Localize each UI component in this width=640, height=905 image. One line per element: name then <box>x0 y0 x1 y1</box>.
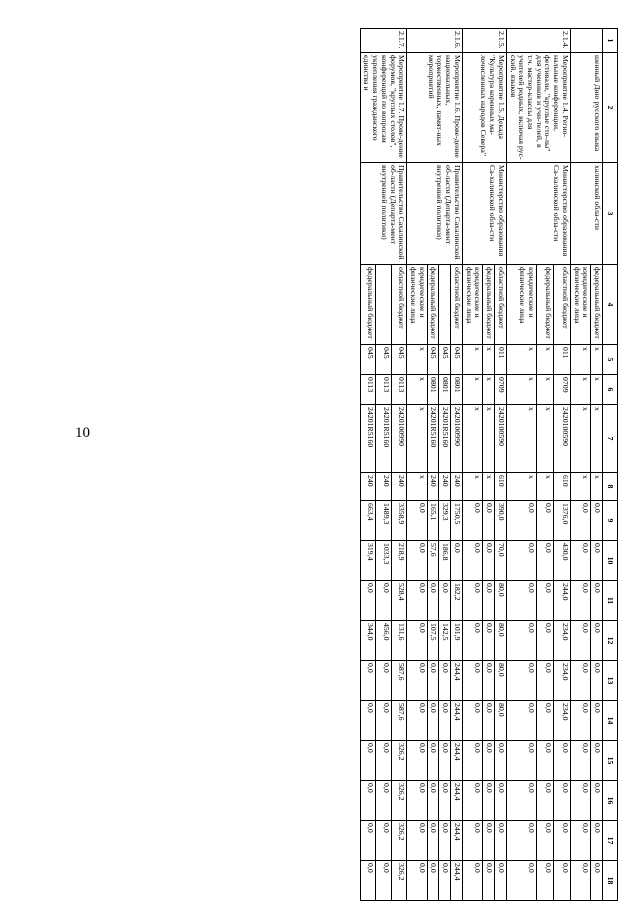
table-cell: 0,0 <box>462 541 482 581</box>
executor-name: Министерство образования Са-халинской обла-сти <box>506 163 570 265</box>
table-cell: 24201R5160 <box>376 405 392 473</box>
table-cell: x <box>407 375 427 405</box>
table-cell: 0,0 <box>407 701 427 741</box>
table-cell: 80,0 <box>495 701 507 741</box>
table-cell: 1033,3 <box>376 541 392 581</box>
table-cell: 011 <box>553 345 570 375</box>
table-cell: 1376,0 <box>553 501 570 541</box>
funding-source: юридические и физические лица <box>506 265 536 345</box>
table-cell: 0709 <box>553 375 570 405</box>
event-name: Мероприятие 1.4. Регио-нальные конференции, фестивали, "круглые сто-лы" для учеников и учи-телей, в т.ч. мастер-классы для учителей родных, включая рус-ский, языков <box>506 53 570 163</box>
table-cell: 0,0 <box>536 501 553 541</box>
table-cell: 610 <box>553 473 570 501</box>
table-cell: 0,0 <box>407 621 427 661</box>
table-cell: 0,0 <box>427 861 439 901</box>
column-header-1: 1 <box>603 29 618 53</box>
table-cell: 182,2 <box>451 581 463 621</box>
table-cell: 240 <box>439 473 451 501</box>
table-cell: 0,0 <box>506 781 536 821</box>
column-header-12: 12 <box>603 621 618 661</box>
table-cell: 1489,3 <box>376 501 392 541</box>
table-cell: 240 <box>376 473 392 501</box>
table-cell: 0,0 <box>570 661 590 701</box>
table-cell: 0,0 <box>483 661 495 701</box>
table-cell: 0,0 <box>462 701 482 741</box>
column-header-13: 13 <box>603 661 618 701</box>
funding-source: федеральный бюджет <box>360 265 376 345</box>
table-cell: x <box>536 405 553 473</box>
funding-source: федеральный бюджет <box>427 265 439 345</box>
table-cell: 0,0 <box>483 861 495 901</box>
table-cell: 0,0 <box>591 861 603 901</box>
table-cell: 587,6 <box>391 701 407 741</box>
table-row <box>553 29 570 901</box>
funding-source: юридические и физические лица <box>407 265 427 345</box>
column-header-8: 8 <box>603 473 618 501</box>
table-cell: 0,0 <box>570 741 590 781</box>
table-cell: 0,0 <box>376 821 392 861</box>
table-cell: 240 <box>360 473 376 501</box>
table-cell: 587,6 <box>391 661 407 701</box>
table-cell: 0,0 <box>439 701 451 741</box>
table-cell: 165,1 <box>427 501 439 541</box>
table-cell: 240 <box>451 473 463 501</box>
table-cell: 2420100990 <box>451 405 463 473</box>
table-cell: x <box>462 345 482 375</box>
table-cell: 610 <box>495 473 507 501</box>
table-cell: 0,0 <box>462 621 482 661</box>
funding-source: юридические и физические лица <box>570 265 590 345</box>
table-cell: 234,0 <box>553 621 570 661</box>
funding-source: областной бюджет <box>495 265 507 345</box>
table-cell: 0,0 <box>536 621 553 661</box>
table-cell: 57,6 <box>427 541 439 581</box>
column-number-header <box>603 29 618 901</box>
table-cell: 0,0 <box>427 581 439 621</box>
table-cell: 045 <box>391 345 407 375</box>
table-cell: 0,0 <box>427 741 439 781</box>
table-cell: 0,0 <box>360 861 376 901</box>
table-cell: 0,0 <box>536 821 553 861</box>
table-cell: 045 <box>376 345 392 375</box>
table-cell: x <box>407 345 427 375</box>
funding-source: юридические и физические лица <box>462 265 482 345</box>
table-row <box>495 29 507 901</box>
column-header-15: 15 <box>603 741 618 781</box>
column-header-16: 16 <box>603 781 618 821</box>
table-cell: 0,0 <box>570 581 590 621</box>
table-cell: 0113 <box>360 375 376 405</box>
table-cell: 0,0 <box>591 781 603 821</box>
row-code: 2.1.6. <box>407 29 463 53</box>
table-cell: 329,3 <box>439 501 451 541</box>
table-cell: 0,0 <box>439 741 451 781</box>
table-cell: 0,0 <box>462 581 482 621</box>
table-cell: 0,0 <box>462 861 482 901</box>
table-cell: 0,0 <box>462 821 482 861</box>
row-code: 2.1.5. <box>462 29 506 53</box>
table-cell: x <box>591 375 603 405</box>
table-cell: 131,6 <box>391 621 407 661</box>
table-cell: 234,0 <box>553 661 570 701</box>
row-code: 2.1.4. <box>506 29 570 53</box>
funding-source: федеральный бюджет <box>483 265 495 345</box>
column-header-14: 14 <box>603 701 618 741</box>
table-row <box>391 29 407 901</box>
event-name: Мероприятие 1.6. Прове-дение национальных, торжественных, памят-ных мероприятий <box>407 53 463 163</box>
table-cell: 0,0 <box>536 581 553 621</box>
table-cell: 0,0 <box>407 501 427 541</box>
table-cell: 0,0 <box>495 861 507 901</box>
table-cell: 0,0 <box>483 621 495 661</box>
table-cell: 0,0 <box>360 741 376 781</box>
table-cell: 0,0 <box>483 701 495 741</box>
table-cell: 319,4 <box>360 541 376 581</box>
table-cell: 0,0 <box>407 781 427 821</box>
table-cell: 80,0 <box>495 581 507 621</box>
table-cell: 24201R5160 <box>439 405 451 473</box>
table-cell: x <box>483 345 495 375</box>
table-cell: 456,0 <box>376 621 392 661</box>
table-cell: 0,0 <box>439 661 451 701</box>
event-name: Мероприятие 1.5. Декада "Культура коренных ма-лочисленных народов Севера" <box>462 53 506 163</box>
table-cell: 0,0 <box>570 781 590 821</box>
table-cell: x <box>407 473 427 501</box>
table-cell: 0,0 <box>495 781 507 821</box>
executor-name: Правительство Сахалинской об-ласти (Департа-мент внутренней политики) <box>360 163 407 265</box>
table-cell: 0,0 <box>591 821 603 861</box>
table-cell: 0,0 <box>506 861 536 901</box>
table-cell: 0,0 <box>462 661 482 701</box>
table-cell: 0,0 <box>483 741 495 781</box>
executor-name: Правительство Сахалинской об-ласти (Департа-мент внутренней политики) <box>407 163 463 265</box>
table-cell: 390,0 <box>495 501 507 541</box>
table-cell: x <box>462 473 482 501</box>
table-cell: 0,0 <box>591 581 603 621</box>
table-cell: x <box>407 405 427 473</box>
column-header-5: 5 <box>603 345 618 375</box>
table-cell: 0,0 <box>536 661 553 701</box>
table-cell: 0,0 <box>360 581 376 621</box>
table-cell: 0,0 <box>407 741 427 781</box>
table-cell: 0,0 <box>427 661 439 701</box>
table-cell: x <box>591 345 603 375</box>
table-cell: 0,0 <box>451 541 463 581</box>
table-cell: 0,0 <box>439 821 451 861</box>
table-cell: 0,0 <box>553 741 570 781</box>
table-cell: x <box>462 375 482 405</box>
funding-source: областной бюджет <box>553 265 570 345</box>
event-name: Мероприятие 1.7. Прове-дение форумов, "круглых столов", конференций по вопросам укрепления гражданского единства и <box>360 53 407 163</box>
table-cell: x <box>506 345 536 375</box>
table-cell: 528,4 <box>391 581 407 621</box>
table-cell: x <box>570 345 590 375</box>
table-cell: 0,0 <box>506 661 536 701</box>
column-header-11: 11 <box>603 581 618 621</box>
table-cell: 244,0 <box>553 581 570 621</box>
table-row <box>451 29 463 901</box>
table-cell: 0,0 <box>427 821 439 861</box>
table-cell: 0,0 <box>591 541 603 581</box>
table-cell: 0,0 <box>462 781 482 821</box>
table-cell: 0113 <box>391 375 407 405</box>
table-cell: 0,0 <box>536 861 553 901</box>
table-cell: x <box>483 405 495 473</box>
table-cell: 0,0 <box>536 541 553 581</box>
table-cell: 0,0 <box>483 501 495 541</box>
column-header-17: 17 <box>603 821 618 861</box>
table-cell: 0,0 <box>376 781 392 821</box>
table-cell: x <box>506 405 536 473</box>
table-cell: 0,0 <box>591 661 603 701</box>
table-cell: x <box>591 473 603 501</box>
table-cell: 326,2 <box>391 781 407 821</box>
table-cell: 0,0 <box>407 661 427 701</box>
table-cell: 244,4 <box>451 861 463 901</box>
table-cell: x <box>506 473 536 501</box>
budget-table <box>360 28 618 901</box>
funding-source: федеральный бюджет <box>536 265 553 345</box>
table-row <box>591 29 603 901</box>
funding-source <box>439 265 451 345</box>
table-cell: 244,4 <box>451 821 463 861</box>
table-cell: 0,0 <box>570 701 590 741</box>
table-cell: 0,0 <box>483 541 495 581</box>
table-cell: 0,0 <box>570 501 590 541</box>
table-cell: 0,0 <box>407 861 427 901</box>
table-cell: 0,0 <box>439 861 451 901</box>
row-code <box>570 29 602 53</box>
table-cell: 430,0 <box>553 541 570 581</box>
table-cell: 0,0 <box>570 541 590 581</box>
table-cell: 0,0 <box>506 621 536 661</box>
table-cell: 0,0 <box>360 701 376 741</box>
table-cell: 244,4 <box>451 781 463 821</box>
table-cell: 0,0 <box>462 501 482 541</box>
table-cell: 0,0 <box>536 781 553 821</box>
table-cell: 142,5 <box>439 621 451 661</box>
table-cell: 0,0 <box>483 781 495 821</box>
table-cell: 244,4 <box>451 741 463 781</box>
table-cell: 0,0 <box>536 741 553 781</box>
table-cell: 0,0 <box>439 581 451 621</box>
table-cell: 0,0 <box>376 661 392 701</box>
table-cell: 70,0 <box>495 541 507 581</box>
table-cell: 0,0 <box>553 861 570 901</box>
table-cell: 0,0 <box>483 821 495 861</box>
column-header-10: 10 <box>603 541 618 581</box>
table-cell: x <box>536 473 553 501</box>
executor-name: Министерство образования Са-халинской обла-сти <box>462 163 506 265</box>
table-cell: 240 <box>427 473 439 501</box>
table-cell: 80,0 <box>495 621 507 661</box>
table-cell: 0801 <box>439 375 451 405</box>
table-cell: 0,0 <box>439 781 451 821</box>
table-cell: 0,0 <box>506 701 536 741</box>
table-cell: 045 <box>451 345 463 375</box>
table-cell: 0709 <box>495 375 507 405</box>
table-cell: 011 <box>495 345 507 375</box>
table-cell: 0,0 <box>570 821 590 861</box>
table-cell: 0,0 <box>506 501 536 541</box>
column-header-2: 2 <box>603 53 618 163</box>
table-cell: 0,0 <box>570 861 590 901</box>
funding-source <box>376 265 392 345</box>
table-cell: 0,0 <box>483 581 495 621</box>
table-cell: 218,9 <box>391 541 407 581</box>
funding-source: областной бюджет <box>451 265 463 345</box>
table-cell: x <box>570 405 590 473</box>
table-cell: 240 <box>391 473 407 501</box>
column-header-3: 3 <box>603 163 618 265</box>
table-cell: 663,4 <box>360 501 376 541</box>
column-header-4: 4 <box>603 265 618 345</box>
table-cell: 0,0 <box>407 541 427 581</box>
table-cell: x <box>462 405 482 473</box>
table-cell: 0,0 <box>376 581 392 621</box>
table-cell: 0,0 <box>495 821 507 861</box>
table-cell: 0,0 <box>536 701 553 741</box>
table-cell: 0,0 <box>506 821 536 861</box>
table-cell: 24201R5160 <box>360 405 376 473</box>
executor-name: халинской обла-сти <box>570 163 602 265</box>
table-cell: x <box>506 375 536 405</box>
table-cell: x <box>536 345 553 375</box>
table-cell: 24201R5160 <box>427 405 439 473</box>
table-cell: 107,5 <box>427 621 439 661</box>
table-cell: 0,0 <box>495 741 507 781</box>
table-cell: 0,0 <box>506 541 536 581</box>
funding-source: федеральный бюджет <box>591 265 603 345</box>
funding-source: областной бюджет <box>391 265 407 345</box>
column-header-6: 6 <box>603 375 618 405</box>
table-cell: 0,0 <box>591 501 603 541</box>
table-cell: 0,0 <box>376 741 392 781</box>
table-cell: 045 <box>439 345 451 375</box>
table-cell: 0,0 <box>376 861 392 901</box>
table-cell: 0,0 <box>360 781 376 821</box>
table-cell: x <box>483 473 495 501</box>
rotated-table-wrapper <box>70 28 618 900</box>
table-cell: x <box>483 375 495 405</box>
table-cell: x <box>570 473 590 501</box>
table-cell: 0,0 <box>360 661 376 701</box>
table-cell: 0,0 <box>427 781 439 821</box>
table-cell: 234,0 <box>553 701 570 741</box>
table-cell: 0,0 <box>360 821 376 861</box>
table-cell: 0,0 <box>591 741 603 781</box>
column-header-7: 7 <box>603 405 618 473</box>
table-cell: 0,0 <box>591 701 603 741</box>
table-cell: 186,8 <box>439 541 451 581</box>
table-cell: 0801 <box>451 375 463 405</box>
table-cell: 0,0 <box>407 821 427 861</box>
table-cell: 2420100590 <box>553 405 570 473</box>
table-cell: 0,0 <box>506 581 536 621</box>
table-cell: 101,9 <box>451 621 463 661</box>
table-cell: 2420100590 <box>495 405 507 473</box>
table-cell: 244,4 <box>451 661 463 701</box>
table-cell: 80,0 <box>495 661 507 701</box>
table-cell: 326,2 <box>391 861 407 901</box>
table-cell: x <box>591 405 603 473</box>
table-cell: 1750,5 <box>451 501 463 541</box>
table-cell: 3358,9 <box>391 501 407 541</box>
table-cell: 0,0 <box>553 781 570 821</box>
table-cell: 0,0 <box>591 621 603 661</box>
table-cell: 0,0 <box>462 741 482 781</box>
table-cell: x <box>570 375 590 405</box>
column-header-18: 18 <box>603 861 618 901</box>
table-cell: 0,0 <box>427 701 439 741</box>
row-code: 2.1.7. <box>360 29 407 53</box>
event-name: шенный Дню русского языка <box>570 53 602 163</box>
table-cell: 2420100990 <box>391 405 407 473</box>
table-cell: 326,2 <box>391 821 407 861</box>
table-cell: 0,0 <box>407 581 427 621</box>
page-number: 10 <box>75 425 90 441</box>
table-cell: 0,0 <box>553 821 570 861</box>
table-cell: x <box>536 375 553 405</box>
table-cell: 0801 <box>427 375 439 405</box>
column-header-9: 9 <box>603 501 618 541</box>
table-cell: 0,0 <box>376 701 392 741</box>
table-cell: 326,2 <box>391 741 407 781</box>
table-cell: 344,0 <box>360 621 376 661</box>
table-cell: 0113 <box>376 375 392 405</box>
table-cell: 045 <box>427 345 439 375</box>
table-cell: 045 <box>360 345 376 375</box>
table-cell: 0,0 <box>570 621 590 661</box>
table-cell: 0,0 <box>506 741 536 781</box>
table-cell: 244,4 <box>451 701 463 741</box>
